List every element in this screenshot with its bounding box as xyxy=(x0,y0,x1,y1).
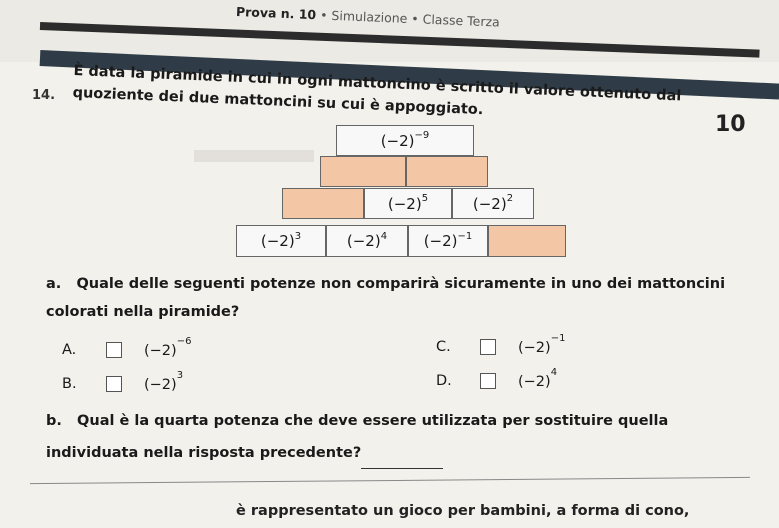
brick-colored xyxy=(320,156,406,187)
option-letter: C. xyxy=(436,338,451,355)
faded-background-text xyxy=(194,150,314,162)
option-c[interactable] xyxy=(436,333,566,356)
option-value: $(-2)^4$ xyxy=(518,367,558,390)
answer-blank[interactable] xyxy=(361,450,443,469)
brick-top: (−2) $^{-9}$ xyxy=(336,125,474,156)
option-letter: B. xyxy=(62,375,77,392)
option-value: $(-2)^{-1}$ xyxy=(518,333,566,356)
brick: (−2) $^4$ xyxy=(326,225,408,257)
question-number: 14. xyxy=(32,88,56,103)
option-letter: A. xyxy=(62,341,77,358)
header-title: Prova n. 10 • Simulazione • Classe Terza xyxy=(235,4,501,30)
option-value: $(-2)^{-6}$ xyxy=(144,336,192,359)
part-a-question: a. Quale delle seguenti potenze non comparirà sicuramente in uno dei mattoncini colorati nella piramide? xyxy=(46,276,726,320)
answer-line[interactable] xyxy=(30,477,750,484)
brick-colored xyxy=(488,225,566,257)
option-b[interactable] xyxy=(62,370,184,393)
option-letter: D. xyxy=(436,372,452,389)
page-header xyxy=(0,0,779,62)
brick: (−2) $^3$ xyxy=(236,225,326,257)
option-checkbox[interactable] xyxy=(106,376,122,392)
header-rule xyxy=(40,22,760,58)
option-value: $(-2)^3$ xyxy=(144,370,184,393)
option-checkbox[interactable] xyxy=(106,342,122,358)
option-checkbox[interactable] xyxy=(480,339,496,355)
option-d[interactable] xyxy=(436,367,558,390)
part-b-question: b. Qual è la quarta potenza che deve essere utilizzata per sostituire quella individuata nella risposta precedente? xyxy=(46,405,736,469)
brick: (−2) $^{-1}$ xyxy=(408,225,488,257)
option-a[interactable] xyxy=(62,336,192,359)
option-checkbox[interactable] xyxy=(480,373,496,389)
brick-colored xyxy=(406,156,488,187)
brick: (−2) $^5$ xyxy=(364,188,452,219)
points-value: 10 xyxy=(715,112,746,137)
brick-colored xyxy=(282,188,364,219)
footer-text: è rappresentato un gioco per bambini, a forma di cono, xyxy=(236,503,690,519)
brick: (−2) $^2$ xyxy=(452,188,534,219)
question-text: È data la piramide in cui in ogni mattoncino è scritto il valore ottenuto dal quoziente dei due mattoncini su cui è appoggiato. xyxy=(72,62,682,119)
